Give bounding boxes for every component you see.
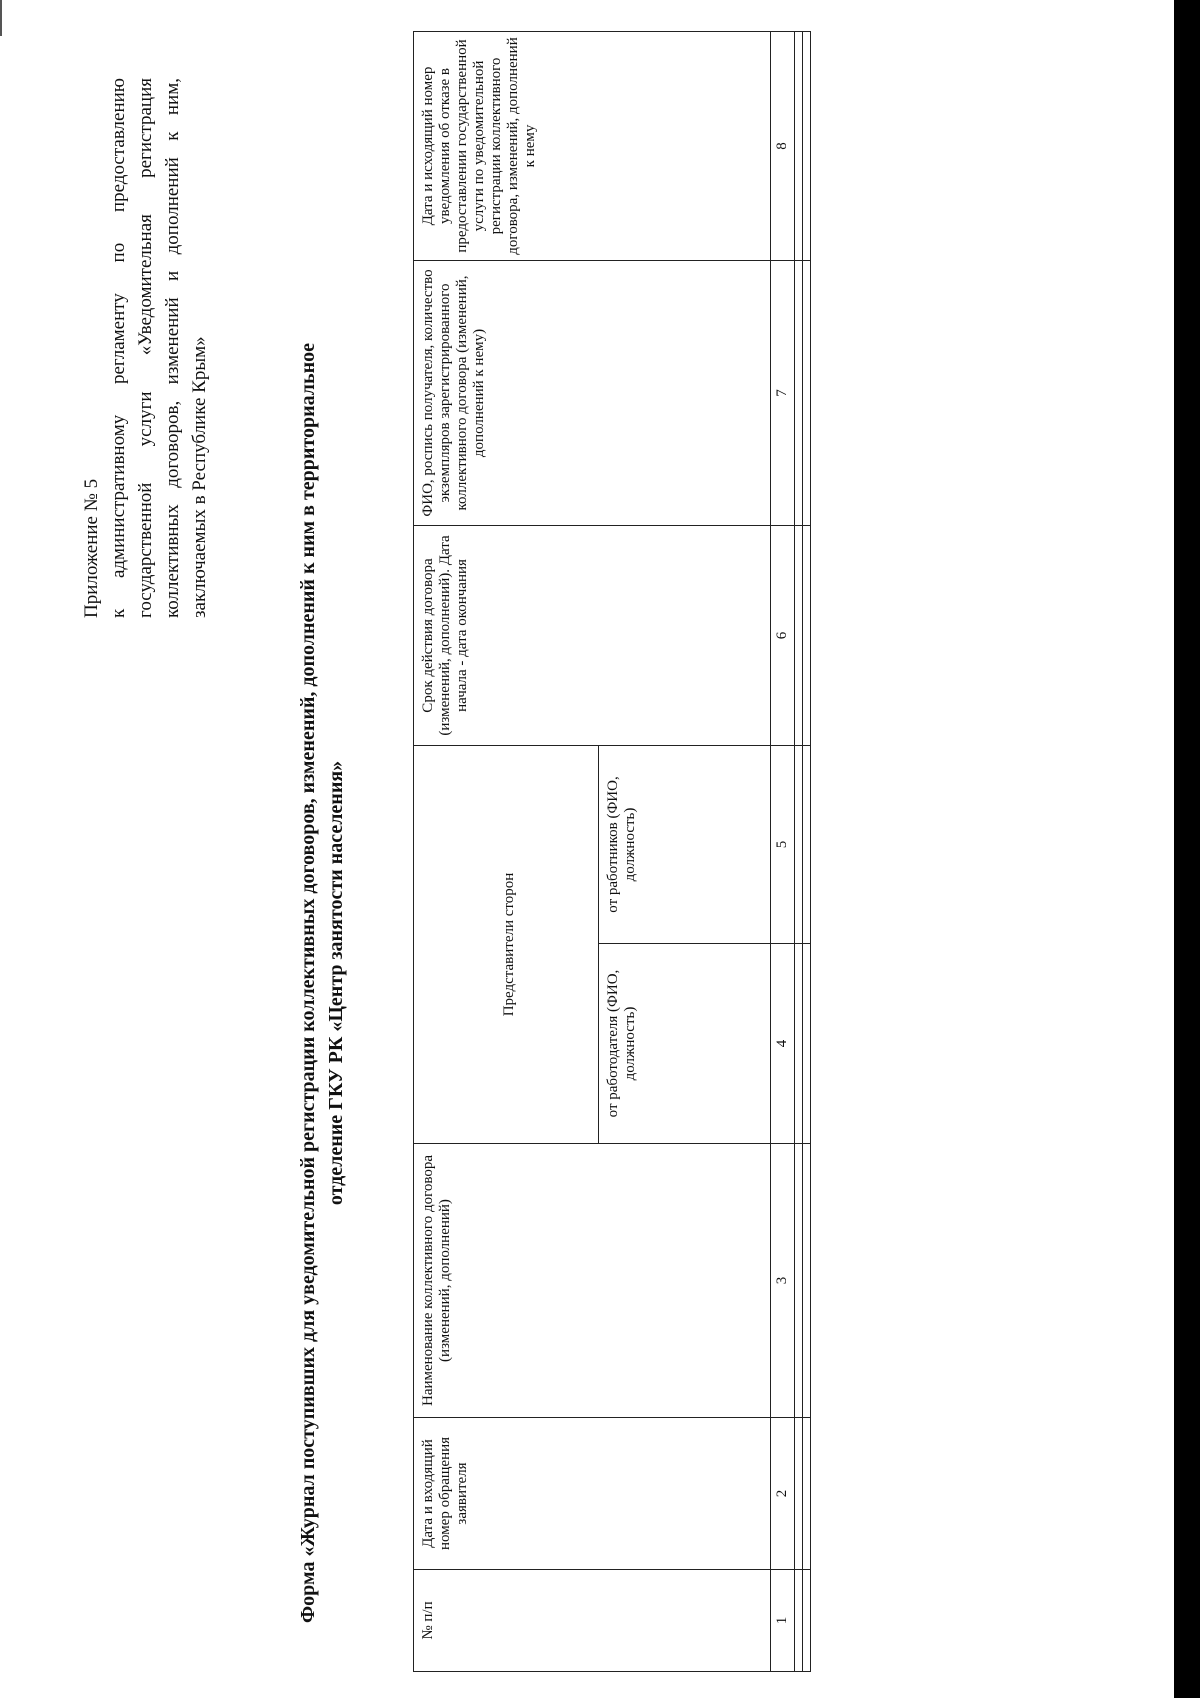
header-number: № п/п [414, 1570, 771, 1672]
empty-cell [803, 1570, 811, 1672]
column-number: 7 [771, 260, 795, 525]
empty-cell [795, 1144, 803, 1418]
header-refusal-notice: Дата и исходящий номер уведомления об отказе в предоставлении государственной услуги по уведомительной регистрации коллективного договора, изменений, дополнений к нему [414, 31, 771, 260]
empty-cell [803, 31, 811, 260]
column-number: 2 [771, 1418, 795, 1570]
empty-cell [803, 745, 811, 943]
header-row [414, 31, 599, 1671]
empty-cell [803, 260, 811, 525]
empty-row [795, 31, 803, 1671]
empty-cell [803, 1418, 811, 1570]
journal-table [413, 31, 811, 1672]
empty-cell [803, 944, 811, 1144]
empty-cell [795, 525, 803, 745]
empty-cell [803, 525, 811, 745]
column-number: 6 [771, 525, 795, 745]
header-employee-rep: от работников (ФИО, должность) [599, 745, 771, 943]
empty-cell [795, 260, 803, 525]
header-validity: Срок действия договора (изменений, дополнений). Дата начала - дата окончания [414, 525, 771, 745]
empty-cell [795, 31, 803, 260]
empty-cell [795, 1570, 803, 1672]
column-number: 3 [771, 1144, 795, 1418]
header-incoming-date: Дата и входящий номер обращения заявителя [414, 1418, 771, 1570]
header-recipient: ФИО, роспись получателя, количество экземпляров зарегистрированного коллективного договора (изменений, дополнений к нему) [414, 260, 771, 525]
empty-cell [795, 1418, 803, 1570]
appendix-block [78, 78, 213, 618]
empty-row [803, 31, 811, 1671]
form-title: Форма «Журнал поступивших для уведомительной регистрации коллективных договоров, изменений, дополнений к ним в территориальное отделение ГКУ РК «Центр занятости населения» [297, 342, 347, 1624]
column-number: 4 [771, 944, 795, 1144]
header-representatives: Представители сторон [414, 745, 599, 1143]
column-number: 1 [771, 1570, 795, 1672]
column-number: 8 [771, 31, 795, 260]
column-number-row [771, 31, 795, 1671]
empty-cell [795, 745, 803, 943]
appendix-number: Приложение № 5 [81, 478, 102, 618]
appendix-description: к административному регламенту по предоставлению государственной услуги «Уведомительная регистрация коллективных договоров, изменений и дополнений к ним, заключаемых в Республике Крым» [108, 78, 210, 618]
empty-cell [803, 1144, 811, 1418]
column-number: 5 [771, 745, 795, 943]
header-agreement-name: Наименование коллективного договора (изменений, дополнений) [414, 1144, 771, 1418]
empty-cell [795, 944, 803, 1144]
header-employer-rep: от работодателя (ФИО, должность) [599, 944, 771, 1144]
